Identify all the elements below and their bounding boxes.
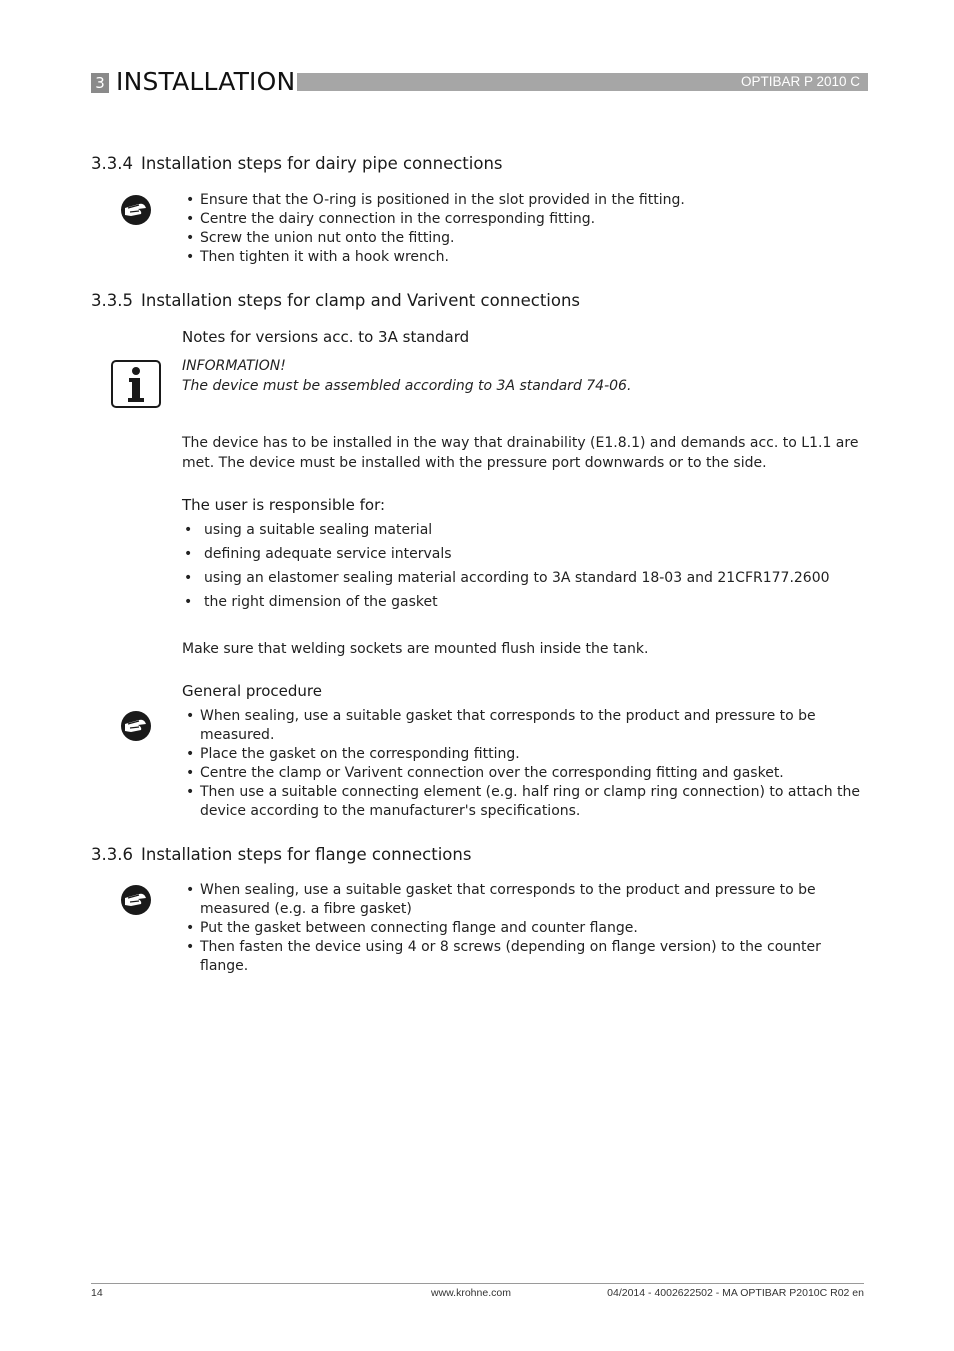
responsibility-heading: The user is responsible for: xyxy=(182,496,386,514)
list-item: • Put the gasket between connecting flange and counter flange. xyxy=(183,919,873,938)
list-item: • When sealing, use a suitable gasket that corresponds to the product and pressure to be measured (e.g. a fibre gasket) xyxy=(183,881,873,919)
hand-pointing-icon xyxy=(119,193,153,227)
chapter-number-badge: 3 xyxy=(91,73,109,93)
section-heading-3-3-5 xyxy=(91,290,580,312)
welding-paragraph: Make sure that welding sockets are mounted flush inside the tank. xyxy=(182,641,649,657)
list-item: • using an elastomer sealing material according to 3A standard 18-03 and 21CFR177.2600 xyxy=(181,569,830,588)
list-item: • Then tighten it with a hook wrench. xyxy=(183,248,685,267)
list-item: • When sealing, use a suitable gasket that corresponds to the product and pressure to be measured. xyxy=(183,707,865,745)
hand-pointing-icon xyxy=(119,709,153,743)
website-link[interactable]: www.krohne.com xyxy=(431,1287,511,1299)
section-number: 3.3.4 xyxy=(91,154,133,173)
responsibility-list xyxy=(181,521,830,617)
hand-pointing-icon xyxy=(119,883,153,917)
list-item: • using a suitable sealing material xyxy=(181,521,830,540)
drainability-paragraph: The device has to be installed in the way that drainability (E1.8.1) and demands acc. to L1.1 are met. The device must be installed with the pressure port downwards or to the side. xyxy=(182,435,859,471)
section-heading-3-3-6 xyxy=(91,844,471,866)
list-item: • Centre the clamp or Varivent connection over the corresponding fitting and gasket. xyxy=(183,764,865,783)
list-item: • Screw the union nut onto the fitting. xyxy=(183,229,685,248)
section-title: Installation steps for clamp and Varivent connections xyxy=(141,291,581,310)
list-item: • defining adequate service intervals xyxy=(181,545,830,564)
chapter-title: INSTALLATION xyxy=(116,67,296,96)
footer-rule xyxy=(91,1283,864,1284)
steps-list-flange xyxy=(183,881,873,976)
steps-list-dairy xyxy=(183,191,685,267)
product-name: OPTIBAR P 2010 C xyxy=(740,74,860,89)
section-number: 3.3.5 xyxy=(91,291,133,310)
list-item: • the right dimension of the gasket xyxy=(181,593,830,612)
page-number: 14 xyxy=(91,1287,103,1299)
list-item: • Ensure that the O-ring is positioned in the slot provided in the fitting. xyxy=(183,191,685,210)
procedure-heading: General procedure xyxy=(182,682,322,700)
list-item: • Place the gasket on the corresponding fitting. xyxy=(183,745,865,764)
list-item: • Centre the dairy connection in the corresponding fitting. xyxy=(183,210,685,229)
list-item: • Then fasten the device using 4 or 8 screws (depending on flange version) to the counter flange. xyxy=(183,938,873,976)
section-title: Installation steps for flange connections xyxy=(141,845,472,864)
list-item: • Then use a suitable connecting element (e.g. half ring or clamp ring connection) to attach the device according to the manufacturer's specifications. xyxy=(183,783,865,821)
information-text: The device must be assembled according to 3A standard 74-06. xyxy=(182,378,632,394)
information-label: INFORMATION! xyxy=(182,358,286,374)
section-title: Installation steps for dairy pipe connections xyxy=(141,154,503,173)
document-reference: 04/2014 - 4002622502 - MA OPTIBAR P2010C R02 en xyxy=(607,1287,864,1299)
steps-list-clamp xyxy=(183,707,865,821)
information-icon xyxy=(111,360,161,408)
section-number: 3.3.6 xyxy=(91,845,133,864)
section-heading-3-3-4 xyxy=(91,153,503,175)
notes-heading: Notes for versions acc. to 3A standard xyxy=(182,328,470,346)
